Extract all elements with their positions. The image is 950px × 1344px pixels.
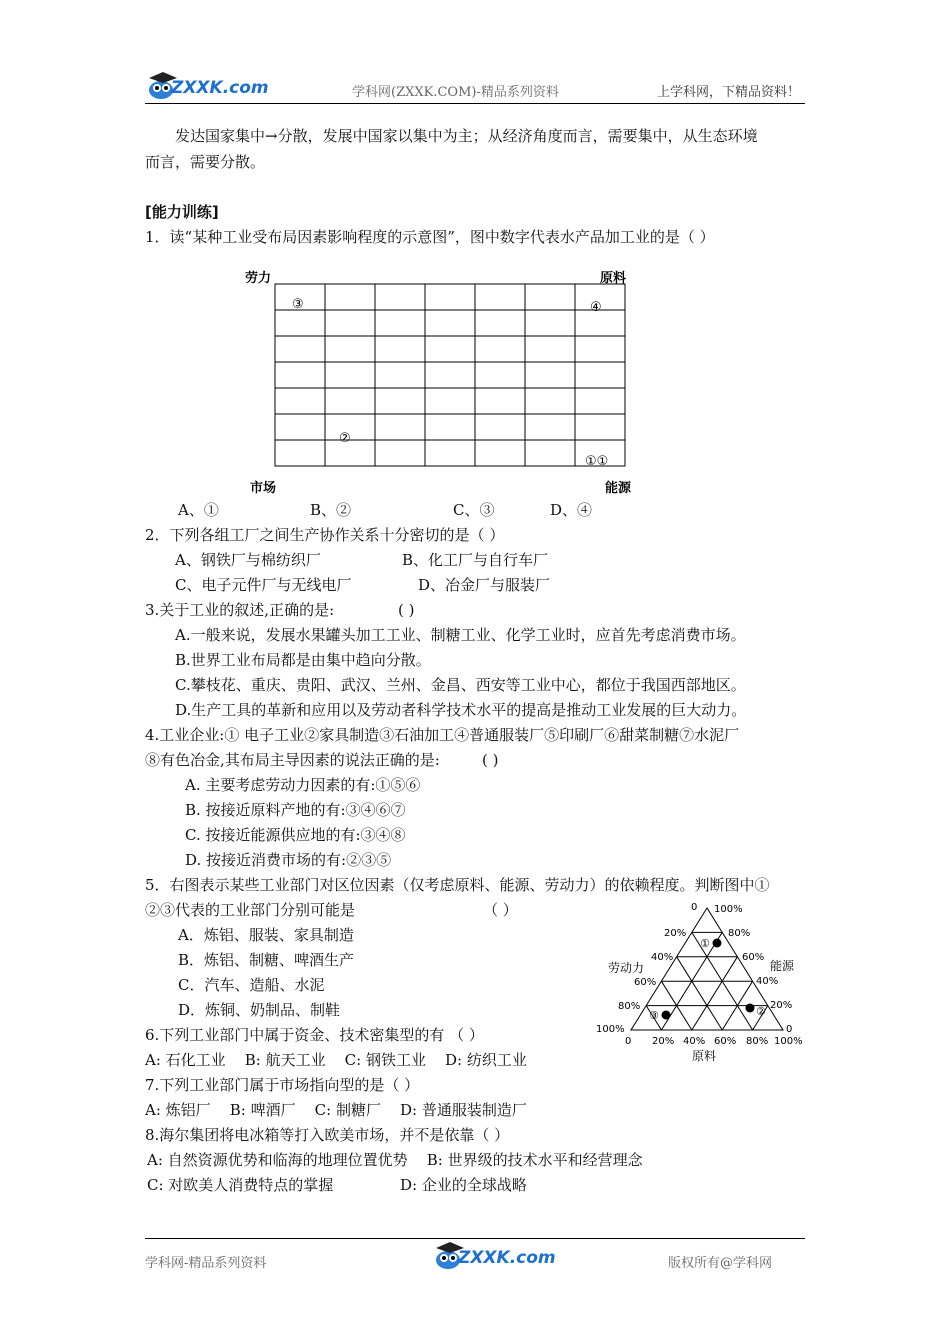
q5-bottom-tick-80: 80% [746, 1036, 769, 1047]
q6-stem: 6.下列工业部门中属于资金、技术密集型的有 （ ） [145, 1026, 484, 1044]
header-right-text: 上学科网，下精品资料！ [657, 85, 801, 100]
q4-option-a[interactable]: A. 主要考虑劳动力因素的有:①⑤⑥ [185, 776, 421, 794]
q5-right-tick-0: 0 [786, 1024, 793, 1035]
q5-stem-line-2: ②③代表的工业部门分别可能是 [145, 901, 356, 919]
q5-left-tick-100: 100% [596, 1024, 625, 1035]
q1-grid-lines [275, 284, 625, 466]
intro-line-2: 而言，需要分散。 [145, 153, 266, 171]
q1-option-c[interactable]: C、③ [453, 501, 495, 519]
q5-point-3-label: ③ [649, 1009, 659, 1022]
intro-line-1: 发达国家集中→分散，发展中国家以集中为主；从经济角度而言，需要集中，从生态环境 [175, 127, 758, 145]
q2-stem: 2．下列各组工厂之间生产协作关系十分密切的是（ ） [145, 526, 505, 544]
header-logo[interactable] [145, 70, 269, 100]
q5-bottom-tick-40: 40% [683, 1036, 706, 1047]
q5-option-b[interactable]: B．炼铝、制糖、啤酒生产 [178, 951, 355, 969]
q3-option-a[interactable]: A.一般来说，发展水果罐头加工工业、制糖工业、化学工业时，应首先考虑消费市场。 [175, 626, 746, 644]
q5-option-d[interactable]: D．炼铜、奶制品、制鞋 [178, 1001, 341, 1019]
q4-option-c[interactable]: C. 按接近能源供应地的有:③④⑧ [185, 826, 406, 844]
q5-point-1-dot [713, 939, 722, 948]
footer-right-text: 版权所有@学科网 [668, 1256, 773, 1271]
q1-mark-1: ①① [585, 454, 609, 469]
q3-stem: 3.关于工业的叙述,正确的是: [145, 601, 335, 619]
q5-axis-label-energy: 能源 [770, 959, 795, 973]
q5-right-tick-40: 40% [756, 976, 779, 987]
footer-left-text: 学科网-精品系列资料 [145, 1256, 267, 1271]
q5-right-tick-100: 100% [714, 904, 743, 915]
q1-stem: 1．读“某种工业受布局因素影响程度的示意图”，图中数字代表水产品加工业的是（ ） [145, 228, 715, 246]
q5-bottom-tick-0: 0 [625, 1036, 632, 1047]
header-center-text: 学科网(ZXXK.COM)-精品系列资料 [352, 85, 559, 100]
q5-left-tick-80: 80% [618, 1001, 641, 1012]
section-title: [能力训练] [145, 203, 219, 221]
q7-options[interactable]: A: 炼铝厂 B: 啤酒厂 C: 制糖厂 D: 普通服装制造厂 [145, 1101, 527, 1119]
q5-bottom-tick-20: 20% [652, 1036, 675, 1047]
q2-option-a[interactable]: A、钢铁厂与棉纺织厂 [175, 551, 321, 569]
q5-left-tick-60: 60% [634, 977, 657, 988]
q8-options-line-1[interactable]: A: 自然资源优势和临海的地理位置优势 B: 世界级的技术水平和经营理念 [147, 1151, 643, 1169]
header-rule [145, 103, 805, 104]
q2-option-c[interactable]: C、电子元件厂与无线电厂 [175, 576, 352, 594]
q1-label-top-left: 劳力 [245, 271, 272, 286]
q4-option-d[interactable]: D. 按接近消费市场的有:②③⑤ [185, 851, 392, 869]
q5-bottom-tick-60: 60% [714, 1036, 737, 1047]
q4-option-b[interactable]: B. 按接近原料产地的有:③④⑥⑦ [185, 801, 406, 819]
logo-text: ZXXK.com [171, 78, 269, 98]
q3-option-b[interactable]: B.世界工业布局都是由集中趋向分散。 [175, 651, 431, 669]
q5-triangle-diagram [596, 898, 806, 1068]
q5-bottom-tick-100: 100% [774, 1036, 803, 1047]
q3-paren: ( ) [398, 601, 415, 619]
q5-right-tick-20: 20% [770, 1000, 793, 1011]
q1-label-top-right: 原料 [600, 271, 627, 286]
q5-left-tick-40: 40% [651, 952, 674, 963]
q5-left-tick-0: 0 [691, 902, 698, 913]
q2-option-d[interactable]: D、冶金厂与服装厂 [418, 576, 551, 594]
q1-mark-2: ② [339, 431, 351, 446]
q7-stem: 7.下列工业部门属于市场指向型的是（ ） [145, 1076, 420, 1094]
q5-right-tick-60: 60% [742, 952, 765, 963]
q5-option-a[interactable]: A．炼铝、服装、家具制造 [178, 926, 354, 944]
q5-stem-line-1: 5．右图表示某些工业部门对区位因素（仅考虑原料、能源、劳动力）的依赖程度。判断图中① [145, 876, 770, 894]
q5-point-2-dot [746, 1004, 755, 1013]
q5-point-1-label: ① [700, 937, 710, 950]
q3-option-d[interactable]: D.生产工具的革新和应用以及劳动者科学技术水平的提高是推动工业发展的巨大动力。 [175, 701, 747, 719]
q4-stem-line-1: 4.工业企业:① 电子工业②家具制造③石油加工④普通服装厂⑤印刷厂⑥甜菜制糖⑦水泥厂 [145, 726, 740, 744]
footer-rule [145, 1238, 805, 1239]
q6-options[interactable]: A: 石化工业 B: 航天工业 C: 钢铁工业 D: 纺织工业 [145, 1051, 527, 1069]
q1-label-bottom-left: 市场 [250, 481, 277, 496]
q5-point-3-dot [662, 1011, 671, 1020]
footer-logo-text: ZXXK.com [458, 1248, 556, 1268]
q4-stem-line-2: ⑧有色冶金,其布局主导因素的说法正确的是: [145, 751, 440, 769]
q5-axis-label-material: 原料 [692, 1049, 717, 1063]
q1-mark-4: ④ [590, 300, 602, 315]
q1-option-a[interactable]: A、① [178, 501, 219, 519]
q1-mark-3: ③ [292, 297, 304, 312]
q1-label-bottom-right: 能源 [605, 481, 632, 496]
q1-option-d[interactable]: D、④ [550, 501, 593, 519]
q8-stem: 8.海尔集团将电冰箱等打入欧美市场，并不是依靠（ ） [145, 1126, 510, 1144]
q8-options-line-2[interactable]: C: 对欧美人消费特点的掌握 D: 企业的全球战略 [147, 1176, 527, 1194]
q5-left-tick-20: 20% [664, 928, 687, 939]
q5-point-2-label: ② [756, 1005, 766, 1018]
q5-paren: （ ） [483, 901, 518, 919]
q5-axis-label-labor: 劳动力 [608, 961, 645, 975]
q5-option-c[interactable]: C．汽车、造船、水泥 [178, 976, 325, 994]
q1-option-b[interactable]: B、② [310, 501, 352, 519]
q4-paren: ( ) [482, 751, 499, 769]
footer-logo[interactable] [432, 1240, 556, 1270]
q5-right-tick-80: 80% [728, 928, 751, 939]
q2-option-b[interactable]: B、化工厂与自行车厂 [402, 551, 549, 569]
q3-option-c[interactable]: C.攀枝花、重庆、贵阳、武汉、兰州、金昌、西安等工业中心，都位于我国西部地区。 [175, 676, 746, 694]
q1-grid-diagram [240, 268, 660, 498]
